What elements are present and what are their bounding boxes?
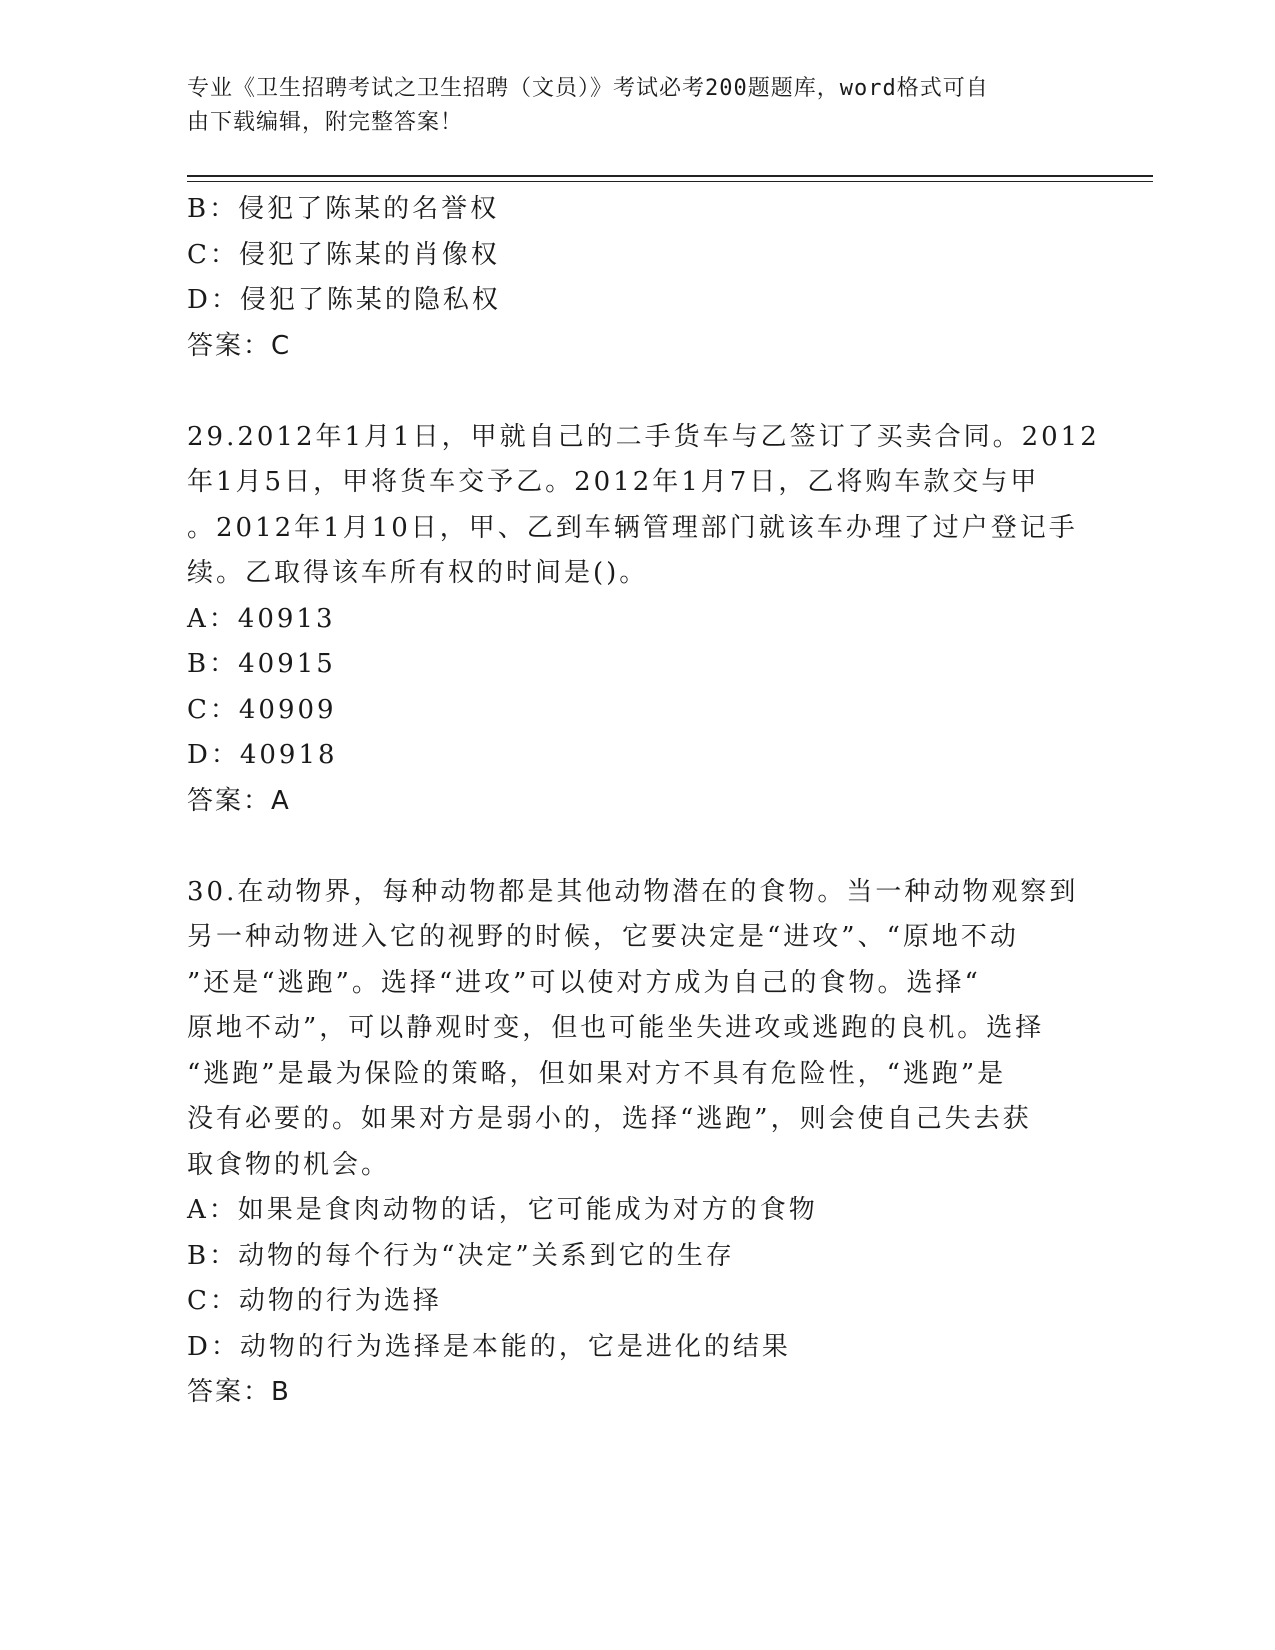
question-text-line: 29.2012年1月1日，甲就自己的二手货车与乙签订了买卖合同。2012	[187, 421, 1100, 452]
option-b: B：侵犯了陈某的名誉权	[187, 194, 500, 224]
document-header	[187, 72, 1087, 140]
spacer	[187, 369, 1087, 415]
document-body	[187, 187, 1100, 1416]
spacer	[187, 824, 1087, 870]
option-a: A：40913	[187, 603, 336, 634]
question-text-line: “逃跑”是最为保险的策略，但如果对方不具有危险性，“逃跑”是	[187, 1058, 1007, 1089]
header-rule-thin	[187, 181, 1153, 182]
option-d: D：40918	[187, 740, 338, 770]
option-d: D：动物的行为选择是本能的，它是进化的结果	[187, 1331, 791, 1362]
option-c: C：动物的行为选择	[187, 1286, 442, 1316]
header-line-2: 由下载编辑，附完整答案！	[187, 110, 464, 135]
answer-line: 答案：A	[187, 785, 291, 816]
header-rule-thick	[187, 175, 1153, 177]
question-28-tail	[187, 187, 1087, 369]
question-text-line: 没有必要的。如果对方是弱小的，选择“逃跑”，则会使自己失去获	[187, 1104, 1032, 1134]
question-text-line: ”还是“逃跑”。选择“进攻”可以使对方成为自己的食物。选择“	[187, 967, 981, 998]
question-text-line: 年1月5日，甲将货车交予乙。2012年1月7日，乙将购车款交与甲	[187, 467, 1040, 497]
answer-line: 答案：C	[187, 330, 292, 361]
answer-line: 答案：B	[187, 1377, 291, 1407]
question-30	[187, 870, 1087, 1416]
option-a: A：如果是食肉动物的话，它可能成为对方的食物	[187, 1195, 818, 1225]
option-d: D：侵犯了陈某的隐私权	[187, 285, 501, 315]
option-b: B：动物的每个行为“决定”关系到它的生存	[187, 1240, 735, 1271]
question-text-line: 原地不动”，可以静观时变，但也可能坐失进攻或逃跑的良机。选择	[187, 1013, 1045, 1043]
option-b: B：40915	[187, 649, 336, 679]
question-text-line: 取食物的机会。	[187, 1149, 391, 1180]
question-text-line: 。2012年1月10日，甲、乙到车辆管理部门就该车办理了过户登记手	[187, 512, 1078, 543]
question-text-line: 续。乙取得该车所有权的时间是()。	[187, 558, 649, 588]
question-text-line: 另一种动物进入它的视野的时候，它要决定是“进攻”、“原地不动	[187, 922, 1019, 952]
question-text-line: 30.在动物界，每种动物都是其他动物潜在的食物。当一种动物观察到	[187, 876, 1079, 907]
option-c: C：侵犯了陈某的肖像权	[187, 239, 500, 270]
header-line-1: 专业《卫生招聘考试之卫生招聘（文员）》考试必考200题题库，word格式可自	[187, 76, 989, 101]
question-29	[187, 415, 1100, 825]
option-c: C：40909	[187, 694, 337, 725]
